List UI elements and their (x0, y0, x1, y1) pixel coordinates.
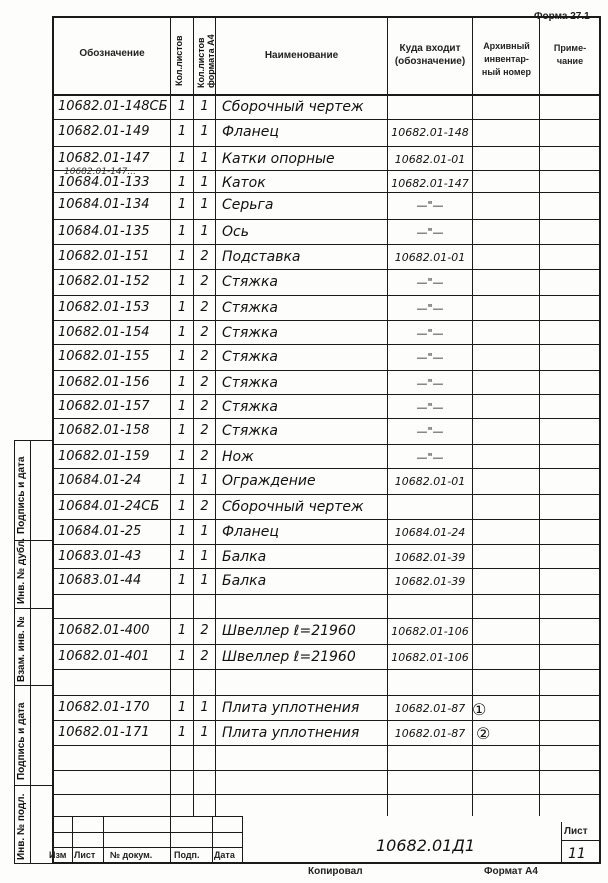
row-line (52, 794, 601, 795)
header-a4-format: Кол.листов формата А4 (196, 34, 216, 88)
row-designation: 10682.01-400 (58, 623, 150, 638)
row-where: —"— (416, 451, 444, 464)
row-where: 10682.01-39 (394, 551, 466, 564)
row-where: —"— (416, 199, 444, 212)
tb-sheet-no: 11 (568, 846, 586, 862)
row-a4: 1 (200, 124, 209, 139)
row-a4: 1 (200, 725, 209, 740)
row-designation: 10682.01-154 (58, 325, 150, 340)
row-designation: 10684.01-135 (58, 224, 150, 239)
row-sheets: 1 (177, 375, 187, 390)
row-name: Стяжка (222, 349, 278, 365)
row-a4: 2 (200, 449, 209, 464)
row-a4: 2 (200, 623, 209, 638)
row-where: —"— (416, 276, 444, 289)
margin-dup-inv: Инв. № дубл. (16, 538, 27, 604)
row-sheets: 1 (177, 151, 187, 166)
row-sheets: 1 (177, 249, 187, 264)
row-line (52, 720, 601, 721)
row-sheets: 1 (177, 573, 187, 588)
header-name: Наименование (264, 50, 339, 61)
row-line (52, 568, 601, 569)
row-sheets: 1 (177, 197, 187, 212)
row-where: —"— (416, 351, 444, 364)
row-where: —"— (416, 327, 444, 340)
row-where: 10682.01-87 (394, 702, 466, 715)
row-designation: 10682.01-171 (58, 725, 150, 740)
tb-izm: Изм (49, 850, 67, 860)
row-name: Стяжка (222, 423, 278, 439)
row-where: 10682.01-87 (394, 727, 466, 740)
header-where-used: Куда входит (обозначение) (394, 43, 466, 67)
header-note: Приме- чание (553, 43, 587, 66)
row-sheets: 1 (177, 175, 187, 190)
row-designation: 10682.01-156 (58, 375, 150, 390)
row-designation: 10682.01-159 (58, 449, 150, 464)
row-line (52, 370, 601, 371)
row-line (52, 418, 601, 419)
row-name: Сборочный чертеж (222, 99, 364, 115)
row-sheets: 1 (177, 449, 187, 464)
row-line (52, 244, 601, 245)
row-line (52, 394, 601, 395)
row-line (52, 219, 601, 220)
row-a4: 1 (200, 549, 209, 564)
row-name: Каток (222, 175, 266, 191)
circle-mark-2: ② (476, 724, 491, 743)
tb-data: Дата (214, 850, 235, 860)
margin-sign-date-2: Подпись и дата (16, 702, 27, 780)
row-name: Ограждение (222, 473, 316, 489)
row-designation: 10682.01-153 (58, 300, 150, 315)
row-sheets: 1 (177, 725, 187, 740)
row-name: Стяжка (222, 300, 278, 316)
row-line (52, 544, 601, 545)
row-where: —"— (416, 401, 444, 414)
row-sheets: 1 (177, 700, 187, 715)
row-designation: 10682.01-401 (58, 649, 150, 664)
row-a4: 1 (200, 175, 209, 190)
row-name: Балка (222, 573, 267, 589)
row-line (52, 444, 601, 445)
row-a4: 2 (200, 249, 209, 264)
row-sheets: 1 (177, 623, 187, 638)
row-line (52, 192, 601, 193)
row-line (52, 695, 601, 696)
overwrite-note: 10682.01-147... (64, 167, 136, 177)
row-designation: 10682.01-157 (58, 399, 150, 414)
row-line (52, 320, 601, 321)
row-name: Стяжка (222, 375, 278, 391)
header-sheet-count: Кол.листов (174, 35, 184, 86)
row-line (52, 146, 601, 147)
row-line (52, 618, 601, 619)
row-name: Швеллер ℓ=21960 (222, 649, 356, 665)
row-designation: 10684.01-133 (58, 175, 150, 190)
row-line (52, 94, 601, 95)
row-name: Сборочный чертеж (222, 499, 364, 515)
row-where: 10682.01-148 (391, 126, 469, 139)
row-sheets: 1 (177, 649, 187, 664)
header-designation: Обозначение (79, 48, 145, 59)
tb-sheet-label: Лист (564, 826, 588, 837)
row-line (52, 295, 601, 296)
row-sheets: 1 (177, 524, 187, 539)
row-a4: 2 (200, 300, 209, 315)
row-name: Подставка (222, 249, 301, 265)
row-where: 10682.01-106 (391, 625, 469, 638)
row-line (52, 669, 601, 670)
row-sheets: 1 (177, 473, 187, 488)
row-designation: 10682.01-151 (58, 249, 150, 264)
row-designation: 10682.01-152 (58, 274, 150, 289)
row-where: 10682.01-01 (394, 475, 466, 488)
row-designation: 10683.01-43 (58, 549, 142, 564)
row-line (52, 119, 601, 120)
row-a4: 1 (200, 99, 209, 114)
row-line (52, 494, 601, 495)
row-sheets: 1 (177, 325, 187, 340)
row-where: 10682.01-39 (394, 575, 466, 588)
row-a4: 2 (200, 274, 209, 289)
row-name: Плита уплотнения (222, 725, 360, 741)
margin-repl-inv: Взам. инв. № (16, 616, 27, 682)
row-sheets: 1 (177, 423, 187, 438)
tb-list: Лист (74, 850, 96, 860)
row-name: Фланец (222, 524, 279, 540)
row-line (52, 519, 601, 520)
row-name: Нож (222, 449, 254, 465)
footer-format: Формат А4 (484, 866, 538, 877)
row-where: —"— (416, 425, 444, 438)
row-line (52, 344, 601, 345)
row-name: Катки опорные (222, 151, 335, 167)
row-designation: 10682.01-155 (58, 349, 150, 364)
row-where: 10682.01-01 (394, 251, 466, 264)
row-a4: 1 (200, 224, 209, 239)
row-sheets: 1 (177, 300, 187, 315)
row-name: Стяжка (222, 274, 278, 290)
row-where: 10682.01-01 (394, 153, 466, 166)
row-where: —"— (416, 377, 444, 390)
row-designation: 10683.01-44 (58, 573, 142, 588)
row-a4: 2 (200, 375, 209, 390)
row-where: 10682.01-147 (391, 177, 469, 190)
row-designation: 10684.01-134 (58, 197, 150, 212)
row-line (52, 745, 601, 746)
row-where: 10684.01-24 (394, 526, 466, 539)
row-line (52, 269, 601, 270)
row-designation: 10684.01-24СБ (58, 499, 160, 514)
document-code: 10682.01Д1 (376, 836, 476, 855)
row-designation: 10682.01-149 (58, 124, 150, 139)
row-sheets: 1 (177, 399, 187, 414)
row-sheets: 1 (177, 124, 187, 139)
row-name: Балка (222, 549, 267, 565)
row-sheets: 1 (177, 349, 187, 364)
row-a4: 1 (200, 197, 209, 212)
row-a4: 1 (200, 524, 209, 539)
row-a4: 1 (200, 473, 209, 488)
row-line (52, 468, 601, 469)
row-where: —"— (416, 302, 444, 315)
tb-doc-no: № докум. (110, 850, 153, 860)
margin-sign-date-1: Подпись и дата (16, 456, 27, 534)
row-a4: 1 (200, 573, 209, 588)
row-sheets: 1 (177, 224, 187, 239)
row-a4: 2 (200, 499, 209, 514)
row-designation: 10682.01-147 (58, 151, 150, 166)
row-designation: 10682.01-148СБ (58, 99, 168, 114)
row-designation: 10684.01-25 (58, 524, 142, 539)
row-a4: 2 (200, 349, 209, 364)
row-a4: 2 (200, 423, 209, 438)
row-designation: 10684.01-24 (58, 473, 142, 488)
row-line (52, 770, 601, 771)
row-name: Швеллер ℓ=21960 (222, 623, 356, 639)
row-sheets: 1 (177, 274, 187, 289)
row-a4: 1 (200, 700, 209, 715)
row-designation: 10682.01-158 (58, 423, 150, 438)
row-where: 10682.01-106 (391, 651, 469, 664)
row-sheets: 1 (177, 99, 187, 114)
row-designation: 10682.01-170 (58, 700, 150, 715)
row-name: Плита уплотнения (222, 700, 360, 716)
row-a4: 1 (200, 151, 209, 166)
row-where: —"— (416, 226, 444, 239)
row-a4: 2 (200, 325, 209, 340)
circle-mark-1: ① (472, 700, 487, 719)
row-sheets: 1 (177, 499, 187, 514)
row-line (52, 594, 601, 595)
margin-orig-inv: Инв. № подл. (16, 793, 27, 860)
row-a4: 2 (200, 399, 209, 414)
row-name: Фланец (222, 124, 279, 140)
tb-podp: Подп. (174, 850, 200, 860)
footer-copied: Копировал (308, 866, 363, 877)
header-archive-no: Архивный инвентар- ный номер (481, 41, 532, 77)
row-name: Стяжка (222, 399, 278, 415)
row-name: Серьга (222, 197, 274, 213)
row-name: Стяжка (222, 325, 278, 341)
row-line (52, 644, 601, 645)
row-sheets: 1 (177, 549, 187, 564)
row-a4: 2 (200, 649, 209, 664)
row-name: Ось (222, 224, 249, 240)
